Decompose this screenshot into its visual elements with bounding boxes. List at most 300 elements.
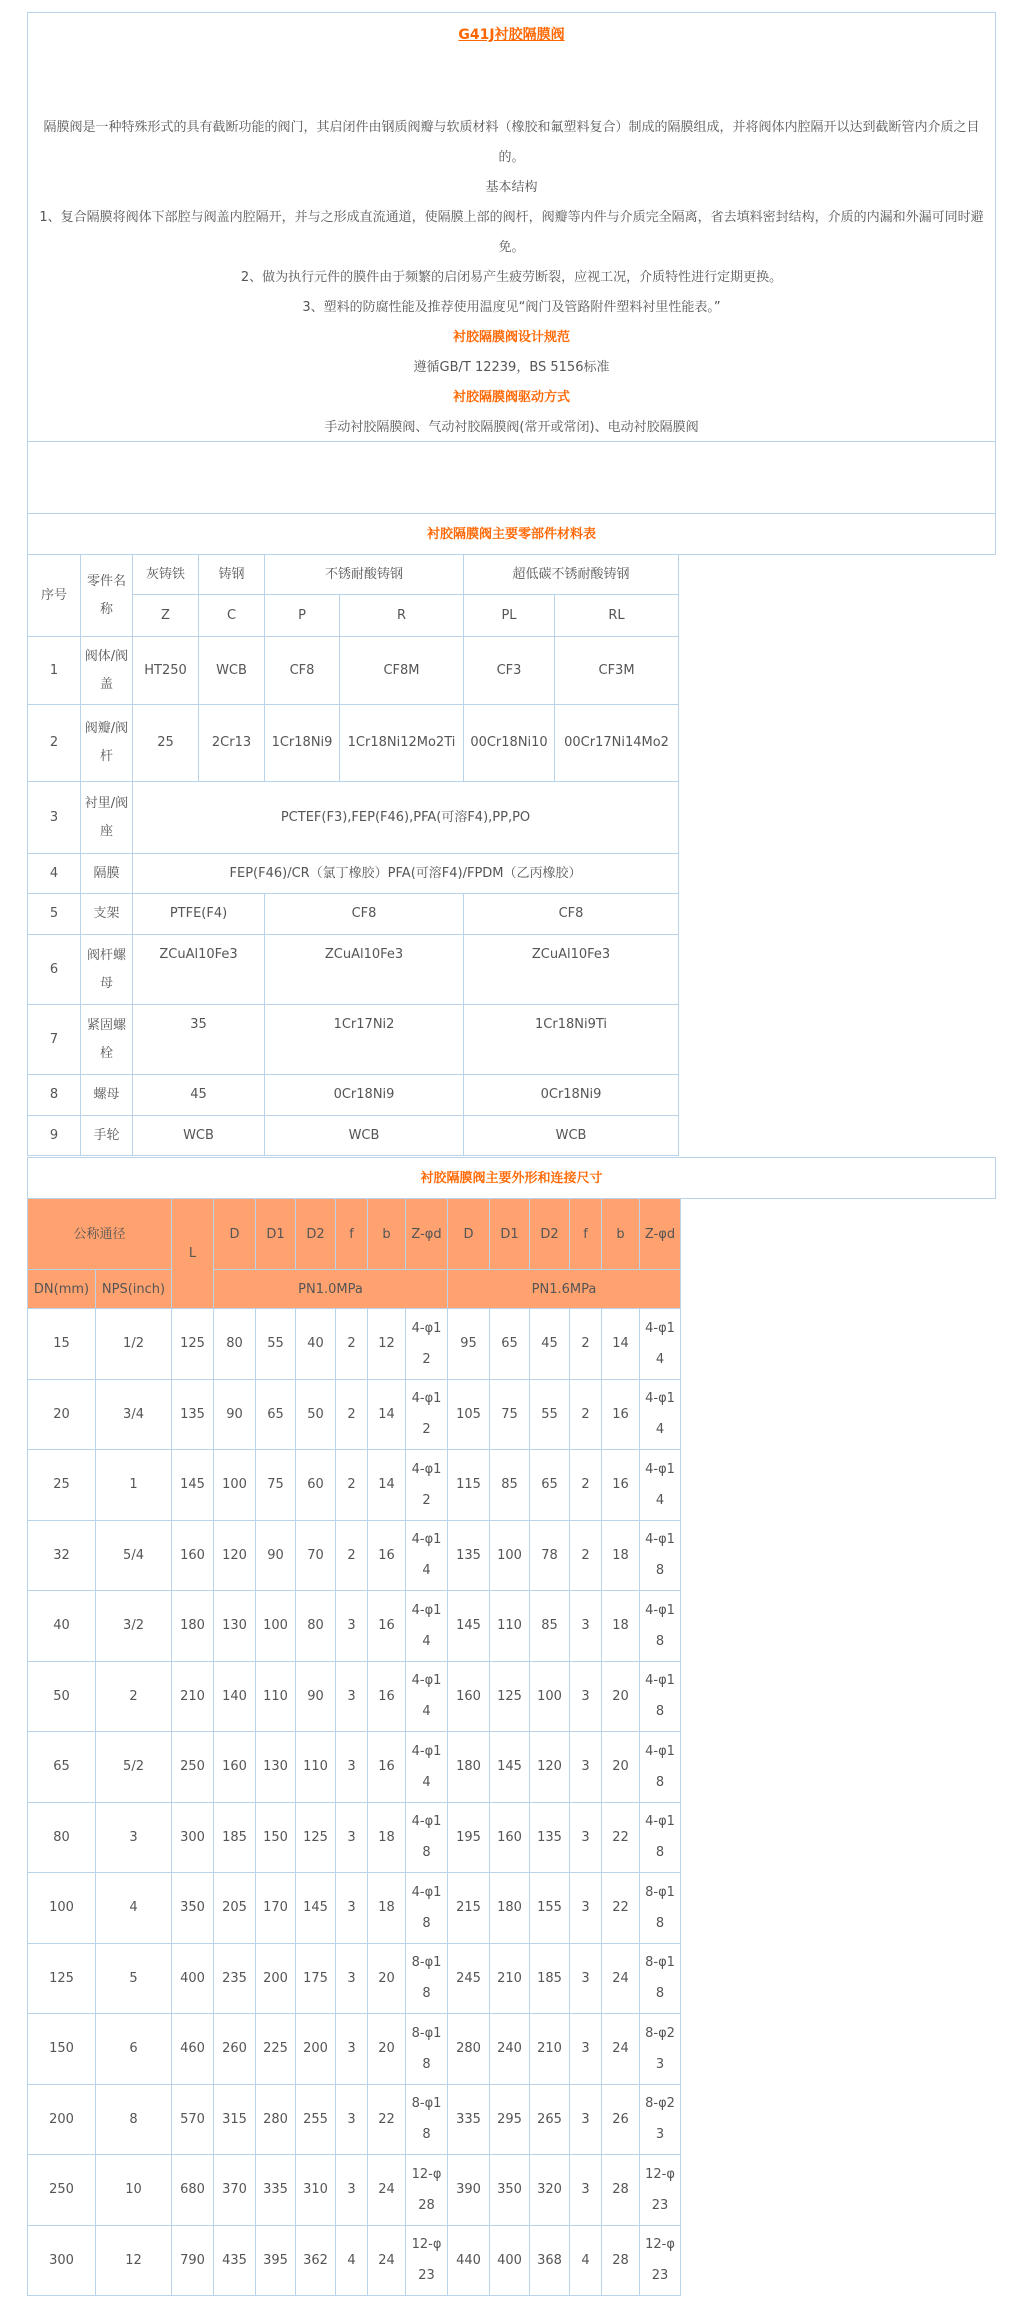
cell: WCB: [464, 1116, 679, 1156]
table-row: [28, 1520, 681, 1591]
cell: 4-φ14: [640, 1309, 681, 1380]
cell: 50: [28, 1661, 96, 1732]
cell: 8-φ18: [406, 1943, 448, 2014]
cell: 32: [28, 1520, 96, 1591]
cell: 60: [296, 1450, 336, 1521]
structure-item-2: 2、做为执行元件的膜件由于频繁的启闭易产生疲劳断裂，应视工况，介质特性进行定期更换。: [240, 270, 783, 285]
cell: 300: [28, 2225, 96, 2296]
table-row: [28, 1116, 679, 1156]
cell: 105: [448, 1379, 490, 1450]
cell: 40: [28, 1591, 96, 1662]
cell: 20: [602, 1661, 640, 1732]
header-dn: DN(mm): [28, 1270, 96, 1309]
cell: 180: [490, 1873, 530, 1944]
table-row: [28, 705, 679, 782]
header-nps: NPS(inch): [96, 1270, 172, 1309]
cell: CF3M: [555, 637, 679, 705]
cell: 200: [256, 1943, 296, 2014]
cell: CF8: [265, 894, 464, 935]
cell: 400: [172, 1943, 214, 2014]
table-row: [28, 935, 679, 1005]
header-stainless: 不锈耐酸铸钢: [265, 555, 464, 595]
part-name: 隔膜: [81, 854, 133, 894]
table-row: [28, 2084, 681, 2155]
cell: 14: [368, 1379, 406, 1450]
row-no: 3: [28, 782, 81, 854]
header-b: b: [368, 1199, 406, 1270]
cell: 1/2: [96, 1309, 172, 1380]
cell: 20: [28, 1379, 96, 1450]
cell: 15: [28, 1309, 96, 1380]
materials-table: [27, 554, 679, 1156]
cell: 1Cr18Ni9Ti: [464, 1005, 679, 1075]
cell: 6: [96, 2014, 172, 2085]
cell: 295: [490, 2084, 530, 2155]
cell: 20: [368, 2014, 406, 2085]
cell: 160: [448, 1661, 490, 1732]
cell: 335: [448, 2084, 490, 2155]
cell: 3: [336, 1661, 368, 1732]
cell: 1: [96, 1450, 172, 1521]
cell: 125: [490, 1661, 530, 1732]
cell: 18: [602, 1520, 640, 1591]
cell: WCB: [199, 637, 265, 705]
cell: 155: [530, 1873, 570, 1944]
cell: 65: [256, 1379, 296, 1450]
cell: 4-φ18: [406, 1873, 448, 1944]
cell: 3: [336, 1873, 368, 1944]
row-no: 4: [28, 854, 81, 894]
materials-title: 衬胶隔膜阀主要零部件材料表: [27, 513, 996, 555]
cell: 160: [214, 1732, 256, 1803]
part-name: 手轮: [81, 1116, 133, 1156]
cell: 12: [368, 1309, 406, 1380]
header-D2: D2: [530, 1199, 570, 1270]
cell: 55: [256, 1309, 296, 1380]
cell: 40: [296, 1309, 336, 1380]
cell: 335: [256, 2155, 296, 2226]
cell: 460: [172, 2014, 214, 2085]
code-r: R: [340, 595, 464, 637]
cell: 2: [570, 1379, 602, 1450]
part-name: 紧固螺栓: [81, 1005, 133, 1075]
cell: 14: [602, 1309, 640, 1380]
cell: CF8: [464, 894, 679, 935]
table-row: [28, 1802, 681, 1873]
header-pn10: PN1.0MPa: [214, 1270, 448, 1309]
cell: 12-φ23: [406, 2225, 448, 2296]
cell: 8-φ18: [406, 2014, 448, 2085]
cell: 315: [214, 2084, 256, 2155]
cell: 3/4: [96, 1379, 172, 1450]
cell: 2: [336, 1309, 368, 1380]
cell: 145: [448, 1591, 490, 1662]
cell: HT250: [133, 637, 199, 705]
cell: 250: [172, 1732, 214, 1803]
cell: 250: [28, 2155, 96, 2226]
table-row: [28, 1309, 681, 1380]
cell: 435: [214, 2225, 256, 2296]
cell: 16: [602, 1450, 640, 1521]
cell: 130: [214, 1591, 256, 1662]
cell: 110: [256, 1661, 296, 1732]
cell: 18: [368, 1802, 406, 1873]
header-nominal-diameter: 公称通径: [28, 1199, 172, 1270]
cell: 440: [448, 2225, 490, 2296]
cell: 3: [570, 1873, 602, 1944]
cell: PCTEF(F3),FEP(F46),PFA(可溶F4),PP,PO: [133, 782, 679, 854]
dimensions-table: [27, 1198, 681, 2296]
cell: 310: [296, 2155, 336, 2226]
cell: 3: [336, 1591, 368, 1662]
code-c: C: [199, 595, 265, 637]
cell: 35: [133, 1005, 265, 1075]
cell: 4: [570, 2225, 602, 2296]
cell: 1Cr18Ni9: [265, 705, 340, 782]
cell: 150: [28, 2014, 96, 2085]
cell: 160: [172, 1520, 214, 1591]
cell: 395: [256, 2225, 296, 2296]
cell: 8: [96, 2084, 172, 2155]
table-row: [28, 2014, 681, 2085]
cell: 24: [368, 2225, 406, 2296]
table-row: [28, 894, 679, 935]
cell: 125: [296, 1802, 336, 1873]
cell: 260: [214, 2014, 256, 2085]
cell: 110: [296, 1732, 336, 1803]
cell: 135: [530, 1802, 570, 1873]
part-name: 阀杆螺母: [81, 935, 133, 1005]
cell: 370: [214, 2155, 256, 2226]
cell: 2Cr13: [199, 705, 265, 782]
cell: 50: [296, 1379, 336, 1450]
cell: 28: [602, 2155, 640, 2226]
cell: CF8M: [340, 637, 464, 705]
cell: 18: [602, 1591, 640, 1662]
cell: WCB: [265, 1116, 464, 1156]
cell: 2: [336, 1450, 368, 1521]
cell: 150: [256, 1802, 296, 1873]
cell: 22: [602, 1802, 640, 1873]
cell: 95: [448, 1309, 490, 1380]
cell: 16: [368, 1591, 406, 1662]
cell: 205: [214, 1873, 256, 1944]
cell: 4-φ18: [640, 1732, 681, 1803]
table-row: [28, 1005, 679, 1075]
header-cast-steel: 铸钢: [199, 555, 265, 595]
header-pn16: PN1.6MPa: [448, 1270, 681, 1309]
cell: 362: [296, 2225, 336, 2296]
cell: 2: [570, 1309, 602, 1380]
cell: 8-φ18: [640, 1873, 681, 1944]
cell: 12-φ23: [640, 2225, 681, 2296]
cell: 3: [336, 2014, 368, 2085]
cell: 0Cr18Ni9: [265, 1075, 464, 1116]
cell: 2: [336, 1520, 368, 1591]
cell: 45: [133, 1075, 265, 1116]
row-no: 1: [28, 637, 81, 705]
structure-heading: 基本结构: [485, 180, 538, 195]
cell: 12-φ23: [640, 2155, 681, 2226]
cell: 3: [570, 2084, 602, 2155]
cell: 2: [336, 1379, 368, 1450]
part-name: 衬里/阀座: [81, 782, 133, 854]
header-no: 序号: [28, 555, 81, 637]
cell: 80: [296, 1591, 336, 1662]
cell: 4-φ14: [406, 1732, 448, 1803]
cell: WCB: [133, 1116, 265, 1156]
cell: 170: [256, 1873, 296, 1944]
cell: 680: [172, 2155, 214, 2226]
cell: 280: [256, 2084, 296, 2155]
cell: 185: [530, 1943, 570, 2014]
header-D1: D1: [256, 1199, 296, 1270]
cell: 120: [214, 1520, 256, 1591]
cell: 25: [133, 705, 199, 782]
cell: 4-φ14: [406, 1591, 448, 1662]
cell: 12-φ28: [406, 2155, 448, 2226]
cell: 3: [336, 2155, 368, 2226]
cell: 4-φ18: [640, 1591, 681, 1662]
intro-paragraph: 隔膜阀是一种特殊形式的具有截断功能的阀门，其启闭件由钢质阀瓣与软质材料（橡胶和氟塑料复合）制成的隔膜组成，并将阀体内腔隔开以达到截断管内介质之目的。: [43, 120, 980, 165]
table-row: [28, 2225, 681, 2296]
cell: 125: [28, 1943, 96, 2014]
cell: 2: [570, 1450, 602, 1521]
code-z: Z: [133, 595, 199, 637]
spec-text: 遵循GB/T 12239，BS 5156标准: [413, 360, 610, 375]
table-row: [28, 637, 679, 705]
cell: 3: [96, 1802, 172, 1873]
cell: 12: [96, 2225, 172, 2296]
cell: 3: [570, 1591, 602, 1662]
cell: 8-φ18: [640, 1943, 681, 2014]
header-z-d: Z-φd: [406, 1199, 448, 1270]
cell: 210: [530, 2014, 570, 2085]
cell: 20: [602, 1732, 640, 1803]
cell: 4: [96, 1873, 172, 1944]
table-row: [28, 1450, 681, 1521]
structure-item-1: 1、复合隔膜将阀体下部腔与阀盖内腔隔开，并与之形成直流通道，使隔膜上部的阀杆，阀瓣等内件与介质完全隔离，省去填料密封结构，介质的内漏和外漏可同时避免。: [39, 210, 984, 255]
part-name: 螺母: [81, 1075, 133, 1116]
cell: 24: [602, 2014, 640, 2085]
cell: FEP(F46)/CR（氯丁橡胶）PFA(可溶F4)/FPDM（乙丙橡胶）: [133, 854, 679, 894]
cell: 100: [490, 1520, 530, 1591]
cell: 4: [336, 2225, 368, 2296]
cell: 3: [570, 1732, 602, 1803]
cell: 790: [172, 2225, 214, 2296]
cell: 145: [172, 1450, 214, 1521]
cell: 3: [336, 2084, 368, 2155]
header-D2: D2: [296, 1199, 336, 1270]
cell: 65: [28, 1732, 96, 1803]
cell: 265: [530, 2084, 570, 2155]
cell: 3: [570, 1802, 602, 1873]
cell: 70: [296, 1520, 336, 1591]
cell: 4-φ12: [406, 1379, 448, 1450]
cell: 3: [336, 1732, 368, 1803]
cell: 350: [172, 1873, 214, 1944]
table-row: [28, 782, 679, 854]
cell: 135: [448, 1520, 490, 1591]
cell: 140: [214, 1661, 256, 1732]
cell: 4-φ14: [406, 1520, 448, 1591]
cell: 14: [368, 1450, 406, 1521]
row-no: 8: [28, 1075, 81, 1116]
table-row: [28, 1075, 679, 1116]
cell: 24: [602, 1943, 640, 2014]
cell: 225: [256, 2014, 296, 2085]
cell: ZCuAl10Fe3: [265, 935, 464, 1005]
cell: 4-φ18: [640, 1661, 681, 1732]
cell: 4-φ18: [640, 1520, 681, 1591]
code-p: P: [265, 595, 340, 637]
cell: 4-φ18: [640, 1802, 681, 1873]
header-ultra-low-carbon: 超低碳不锈耐酸铸钢: [464, 555, 679, 595]
cell: 180: [448, 1732, 490, 1803]
cell: 210: [490, 1943, 530, 2014]
row-no: 9: [28, 1116, 81, 1156]
cell: 90: [256, 1520, 296, 1591]
blank-section: [27, 441, 996, 514]
cell: 3: [336, 1943, 368, 2014]
cell: 4-φ18: [406, 1802, 448, 1873]
cell: 80: [28, 1802, 96, 1873]
cell: 5/4: [96, 1520, 172, 1591]
cell: 200: [28, 2084, 96, 2155]
cell: 130: [256, 1732, 296, 1803]
table-row: [28, 854, 679, 894]
cell: 16: [368, 1520, 406, 1591]
cell: 5/2: [96, 1732, 172, 1803]
cell: 8-φ18: [406, 2084, 448, 2155]
cell: 45: [530, 1309, 570, 1380]
cell: 100: [256, 1591, 296, 1662]
cell: 175: [296, 1943, 336, 2014]
cell: 80: [214, 1309, 256, 1380]
structure-item-3: 3、塑料的防腐性能及推荐使用温度见“阀门及管路附件塑料衬里性能表。”: [302, 300, 721, 315]
row-no: 7: [28, 1005, 81, 1075]
cell: ZCuAl10Fe3: [133, 935, 265, 1005]
cell: CF8: [265, 637, 340, 705]
cell: 16: [368, 1732, 406, 1803]
dimensions-title: 衬胶隔膜阀主要外形和连接尺寸: [27, 1157, 996, 1199]
cell: 400: [490, 2225, 530, 2296]
cell: 2: [570, 1520, 602, 1591]
row-no: 6: [28, 935, 81, 1005]
cell: 20: [368, 1943, 406, 2014]
header-D: D: [448, 1199, 490, 1270]
cell: 3: [336, 1802, 368, 1873]
cell: 145: [490, 1732, 530, 1803]
cell: 10: [96, 2155, 172, 2226]
part-name: 阀体/阀盖: [81, 637, 133, 705]
cell: 4-φ12: [406, 1450, 448, 1521]
cell: 3: [570, 2155, 602, 2226]
part-name: 阀瓣/阀杆: [81, 705, 133, 782]
row-no: 5: [28, 894, 81, 935]
spec-heading: 衬胶隔膜阀设计规范: [452, 330, 570, 345]
cell: 185: [214, 1802, 256, 1873]
cell: 5: [96, 1943, 172, 2014]
cell: 280: [448, 2014, 490, 2085]
cell: 22: [602, 1873, 640, 1944]
cell: 120: [530, 1732, 570, 1803]
cell: 3: [570, 2014, 602, 2085]
code-rl: RL: [555, 595, 679, 637]
cell: 25: [28, 1450, 96, 1521]
cell: 1Cr18Ni12Mo2Ti: [340, 705, 464, 782]
cell: 16: [602, 1379, 640, 1450]
cell: 3: [570, 1943, 602, 2014]
cell: 90: [296, 1661, 336, 1732]
cell: 255: [296, 2084, 336, 2155]
cell: 195: [448, 1802, 490, 1873]
cell: 55: [530, 1379, 570, 1450]
cell: 350: [490, 2155, 530, 2226]
cell: 26: [602, 2084, 640, 2155]
cell: 215: [448, 1873, 490, 1944]
cell: 110: [490, 1591, 530, 1662]
table-row: [28, 1943, 681, 2014]
cell: 160: [490, 1802, 530, 1873]
header-part: 零件名称: [81, 555, 133, 637]
cell: 8-φ23: [640, 2084, 681, 2155]
cell: 4-φ12: [406, 1309, 448, 1380]
cell: 1Cr17Ni2: [265, 1005, 464, 1075]
table-row: [28, 1661, 681, 1732]
cell: 75: [490, 1379, 530, 1450]
cell: 2: [96, 1661, 172, 1732]
header-b: b: [602, 1199, 640, 1270]
header-D1: D1: [490, 1199, 530, 1270]
cell: 145: [296, 1873, 336, 1944]
cell: 65: [530, 1450, 570, 1521]
cell: 24: [368, 2155, 406, 2226]
cell: 570: [172, 2084, 214, 2155]
cell: 22: [368, 2084, 406, 2155]
cell: 8-φ23: [640, 2014, 681, 2085]
table-row: [28, 2155, 681, 2226]
cell: 240: [490, 2014, 530, 2085]
header-L: L: [172, 1199, 214, 1309]
cell: 100: [28, 1873, 96, 1944]
row-no: 2: [28, 705, 81, 782]
cell: 100: [530, 1661, 570, 1732]
cell: 0Cr18Ni9: [464, 1075, 679, 1116]
cell: 210: [172, 1661, 214, 1732]
cell: 320: [530, 2155, 570, 2226]
cell: 78: [530, 1520, 570, 1591]
cell: 300: [172, 1802, 214, 1873]
drive-text: 手动衬胶隔膜阀、气动衬胶隔膜阀(常开或常闭)、电动衬胶隔膜阀: [324, 420, 699, 435]
cell: 75: [256, 1450, 296, 1521]
cell: 4-φ14: [640, 1450, 681, 1521]
cell: 00Cr18Ni10: [464, 705, 555, 782]
cell: 368: [530, 2225, 570, 2296]
header-f: f: [570, 1199, 602, 1270]
cell: 3: [570, 1661, 602, 1732]
cell: 245: [448, 1943, 490, 2014]
code-pl: PL: [464, 595, 555, 637]
cell: 85: [530, 1591, 570, 1662]
cell: 115: [448, 1450, 490, 1521]
intro-section: [27, 12, 996, 442]
cell: 135: [172, 1379, 214, 1450]
cell: 100: [214, 1450, 256, 1521]
cell: 16: [368, 1661, 406, 1732]
header-D: D: [214, 1199, 256, 1270]
cell: 180: [172, 1591, 214, 1662]
